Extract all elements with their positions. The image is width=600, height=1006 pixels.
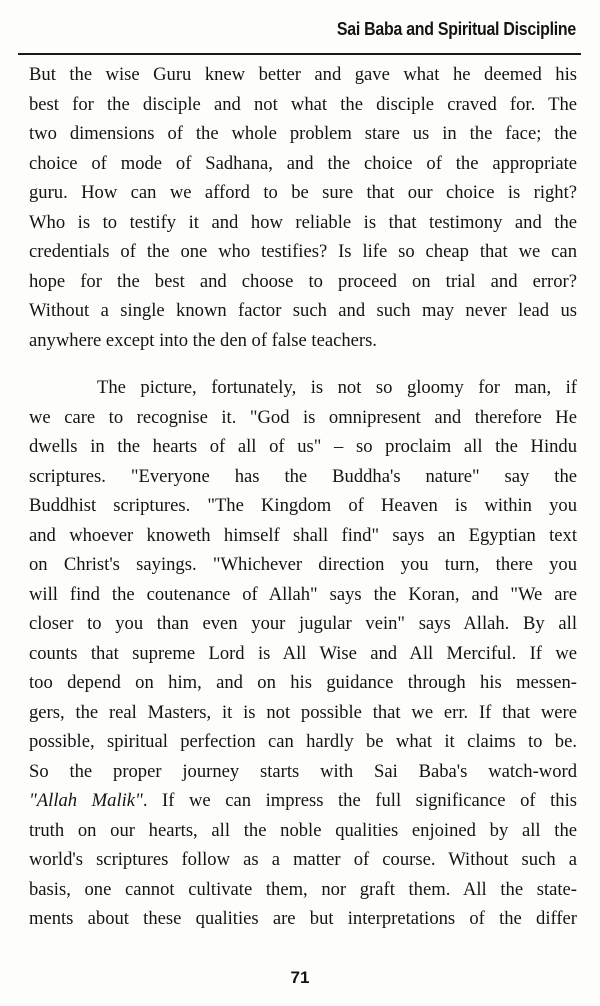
- paragraph-gap: [29, 355, 577, 373]
- paragraph-1: [29, 60, 577, 355]
- text-line: basis, one cannot cultivate them, nor graft them. All the state-: [29, 878, 577, 900]
- text-line: truth on our hearts, all the noble qualities enjoined by all the: [29, 819, 577, 841]
- text-line: credentials of the one who testifies? Is life so cheap that we can: [29, 241, 577, 262]
- text-line: So the proper journey starts with Sai Baba's watch-word: [29, 760, 577, 782]
- text-line: The picture, fortunately, is not so gloomy for man, if: [97, 377, 577, 398]
- text-line: scriptures. "Everyone has the Buddha's nature" say the: [29, 465, 577, 487]
- text-line: hope for the best and choose to proceed on trial and error?: [29, 270, 577, 292]
- text-line: two dimensions of the whole problem stare us in the face; the: [29, 123, 577, 144]
- text-line: we care to recognise it. "God is omnipresent and therefore He: [29, 406, 577, 428]
- text-line: on Christ's sayings. "Whichever direction you turn, there you: [29, 554, 577, 575]
- paragraph-2: [29, 373, 577, 934]
- text-line: gers, the real Masters, it is not possible that we err. If that were: [29, 701, 577, 723]
- text-line: Buddhist scriptures. "The Kingdom of Heaven is within you: [29, 495, 577, 516]
- text-line: anywhere except into the den of false teachers.: [29, 329, 377, 351]
- page-number: 71: [290, 968, 310, 987]
- text-line: best for the disciple and not what the disciple craved for. The: [29, 93, 577, 115]
- body-text: [29, 60, 577, 934]
- text-line: Without a single known factor such and such may never lead us: [29, 300, 577, 321]
- text-line: dwells in the hearts of all of us" – so proclaim all the Hindu: [29, 436, 577, 457]
- text-line: possible, spiritual perfection can hardly be what it claims to be.: [29, 731, 577, 752]
- text-line: Who is to testify it and how reliable is that testimony and the: [29, 211, 577, 233]
- text-line: and whoever knoweth himself shall find" says an Egyptian text: [29, 524, 577, 546]
- text-line: closer to you than even your jugular vein" says Allah. By all: [29, 613, 577, 634]
- text-line: choice of mode of Sadhana, and the choice of the appropriate: [29, 152, 577, 174]
- running-head: Sai Baba and Spiritual Discipline: [336, 18, 576, 39]
- watch-word-emphasis: "Allah Malik": [29, 790, 143, 811]
- text-line: guru. How can we afford to be sure that our choice is right?: [29, 182, 577, 203]
- text-line: will find the coutenance of Allah" says the Koran, and "We are: [29, 583, 577, 605]
- text-line: too depend on him, and on his guidance through his messen-: [29, 672, 577, 693]
- text-line: counts that supreme Lord is All Wise and All Merciful. If we: [29, 642, 577, 664]
- header-rule: [18, 53, 581, 55]
- text-line: But the wise Guru knew better and gave what he deemed his: [29, 64, 577, 85]
- text-line: world's scriptures follow as a matter of course. Without such a: [29, 849, 577, 870]
- text-line: ments about these qualities are but interpretations of the differ: [29, 908, 577, 929]
- text-line: "Allah Malik". If we can impress the full significance of this: [29, 790, 577, 811]
